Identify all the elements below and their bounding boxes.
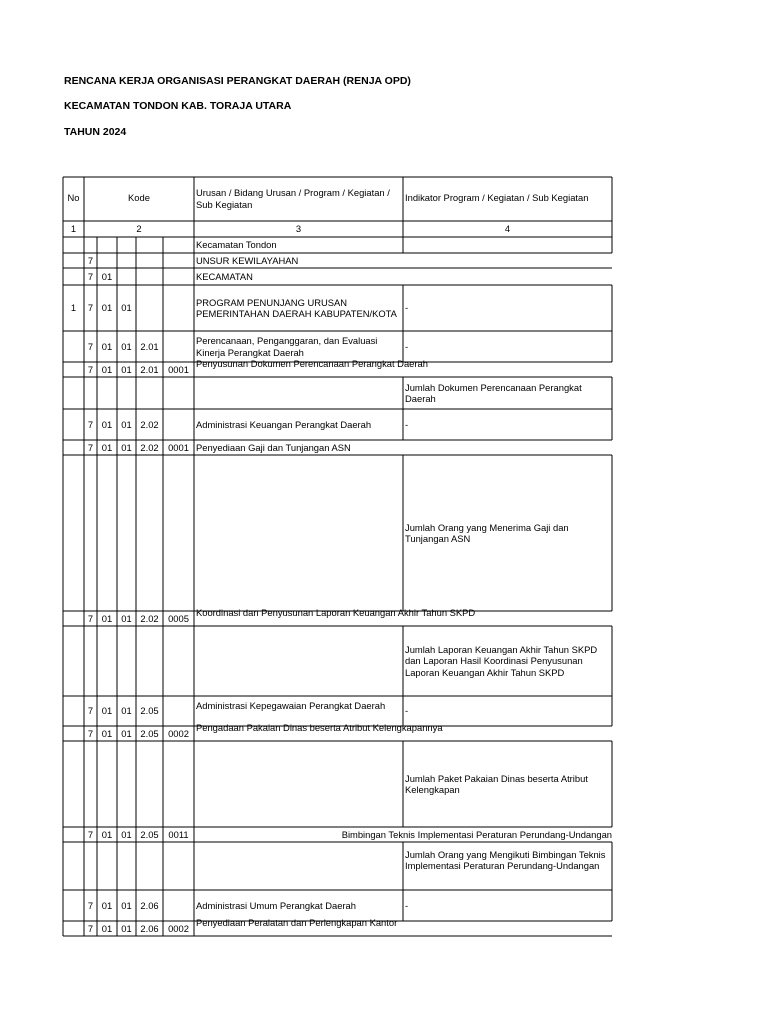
cell-urusan: Penyusunan Dokumen Perencanaan Perangkat Daerah [196,358,428,369]
number-col-3: 3 [295,223,302,234]
cell-urusan: Pengadaan Pakaian Dinas beserta Atribut Kelengkapannya [196,722,443,733]
cell-kode-2: 01 [101,363,113,375]
cell-kode-1: 7 [87,254,94,266]
header-indikator: Indikator Program / Kegiatan / Sub Kegiatan [405,192,589,203]
cell-kode-4: 2.05 [140,727,159,739]
cell-indikator: Jumlah Dokumen Perencanaan Perangkat Daerah [405,381,582,404]
cell-kode-2: 01 [101,612,113,624]
cell-kode-4: 2.06 [140,899,159,911]
number-col-2: 2 [136,223,142,234]
cell-kode-3: 01 [121,705,132,716]
cell-kode-4: 2.02 [140,441,159,453]
cell-indikator: Jumlah Orang yang Mengikuti Bimbingan Teknis Implementasi Peraturan Perundang-Undangan [405,848,606,872]
cell-indikator: Jumlah Paket Pakaian Dinas beserta Atribut Kelengkapan [405,772,588,795]
cell-urusan: Perencanaan, Penganggaran, dan Evaluasi Kinerja Perangkat Daerah [196,335,378,358]
cell-indikator: - [405,418,409,430]
cell-no: 1 [70,302,77,313]
cell-kode-4: 2.01 [140,340,159,352]
cell-urusan: Penyediaan Peralatan dan Perlengkapan Kantor [196,917,398,928]
cell-kode-5: 0001 [168,441,189,453]
cell-kode-3: 01 [121,418,132,430]
cell-kode-1: 7 [87,828,94,840]
cell-kode-3: 01 [121,363,132,375]
cell-urusan: Kecamatan Tondon [196,239,277,251]
document-subtitle: KECAMATAN TONDON KAB. TORAJA UTARA [64,100,292,112]
cell-kode-2: 01 [101,705,113,716]
cell-kode-2: 01 [101,828,113,840]
cell-indikator: Jumlah Laporan Keuangan Akhir Tahun SKPD dan Laporan Hasil Koordinasi Penyusunan Laporan Keuangan Akhir Tahun SKPD [405,643,598,678]
document-year: TAHUN 2024 [64,126,127,138]
cell-urusan: Administrasi Kepegawaian Perangkat Daerah [196,699,386,711]
cell-kode-2: 01 [101,899,113,911]
cell-kode-1: 7 [87,922,94,934]
cell-kode-1: 7 [87,441,94,453]
number-col-4: 4 [504,223,511,234]
number-col-1: 1 [70,223,77,234]
cell-kode-5: 0002 [168,922,189,934]
cell-kode-2: 01 [101,270,113,282]
cell-kode-2: 01 [101,441,113,453]
cell-urusan: KECAMATAN [196,270,253,282]
cell-kode-5: 0011 [168,828,189,840]
cell-kode-4: 2.05 [140,828,159,840]
cell-kode-1: 7 [87,612,94,624]
cell-kode-5: 0005 [168,612,189,624]
cell-kode-4: 2.02 [140,612,159,624]
cell-kode-3: 01 [121,340,132,352]
cell-urusan: Administrasi Umum Perangkat Daerah [196,899,356,911]
cell-kode-5: 0001 [168,363,189,375]
cell-kode-2: 01 [101,727,113,739]
cell-kode-1: 7 [87,899,94,911]
cell-urusan: PROGRAM PENUNJANG URUSAN PEMERINTAHAN DAERAH KABUPATEN/KOTA [196,296,397,319]
cell-kode-1: 7 [87,270,94,282]
cell-kode-4: 2.02 [140,418,159,430]
cell-kode-3: 01 [121,899,132,911]
cell-urusan: Penyediaan Gaji dan Tunjangan ASN [196,441,351,453]
cell-kode-3: 01 [121,302,132,313]
cell-kode-2: 01 [101,340,113,352]
cell-indikator: - [405,302,409,314]
cell-kode-3: 01 [121,727,132,739]
header-urusan: Urusan / Bidang Urusan / Program / Kegiatan / Sub Kegiatan [196,187,390,210]
cell-kode-1: 7 [87,363,94,375]
cell-kode-1: 7 [87,340,94,352]
cell-kode-5: 0002 [168,727,189,739]
cell-urusan: Koordinasi dan Penyusunan Laporan Keuangan Akhir Tahun SKPD [196,607,476,618]
cell-indikator: - [405,340,409,352]
cell-kode-2: 01 [101,922,113,934]
cell-indikator: - [405,705,409,717]
cell-indikator: Jumlah Orang yang Menerima Gaji dan Tunjangan ASN [405,521,569,544]
cell-kode-4: 2.01 [140,363,159,375]
cell-kode-4: 2.06 [140,922,159,934]
cell-kode-3: 01 [121,612,132,624]
cell-kode-2: 01 [101,302,113,313]
cell-indikator: - [405,899,409,911]
header-no: No [67,192,80,203]
cell-urusan: Administrasi Keuangan Perangkat Daerah [196,418,372,430]
cell-kode-4: 2.05 [140,705,159,716]
cell-kode-3: 01 [121,922,132,934]
cell-kode-1: 7 [87,727,94,739]
document-title: RENCANA KERJA ORGANISASI PERANGKAT DAERAH (RENJA OPD) [64,75,411,87]
cell-kode-1: 7 [87,418,94,430]
cell-kode-3: 01 [121,828,132,840]
cell-kode-1: 7 [87,302,94,313]
cell-kode-1: 7 [87,705,94,716]
cell-urusan: UNSUR KEWILAYAHAN [196,254,299,266]
header-kode: Kode [128,192,150,203]
cell-kode-2: 01 [101,418,113,430]
cell-urusan: Bimbingan Teknis Implementasi Peraturan Perundang-Undangan [341,828,612,840]
cell-kode-3: 01 [121,441,132,453]
